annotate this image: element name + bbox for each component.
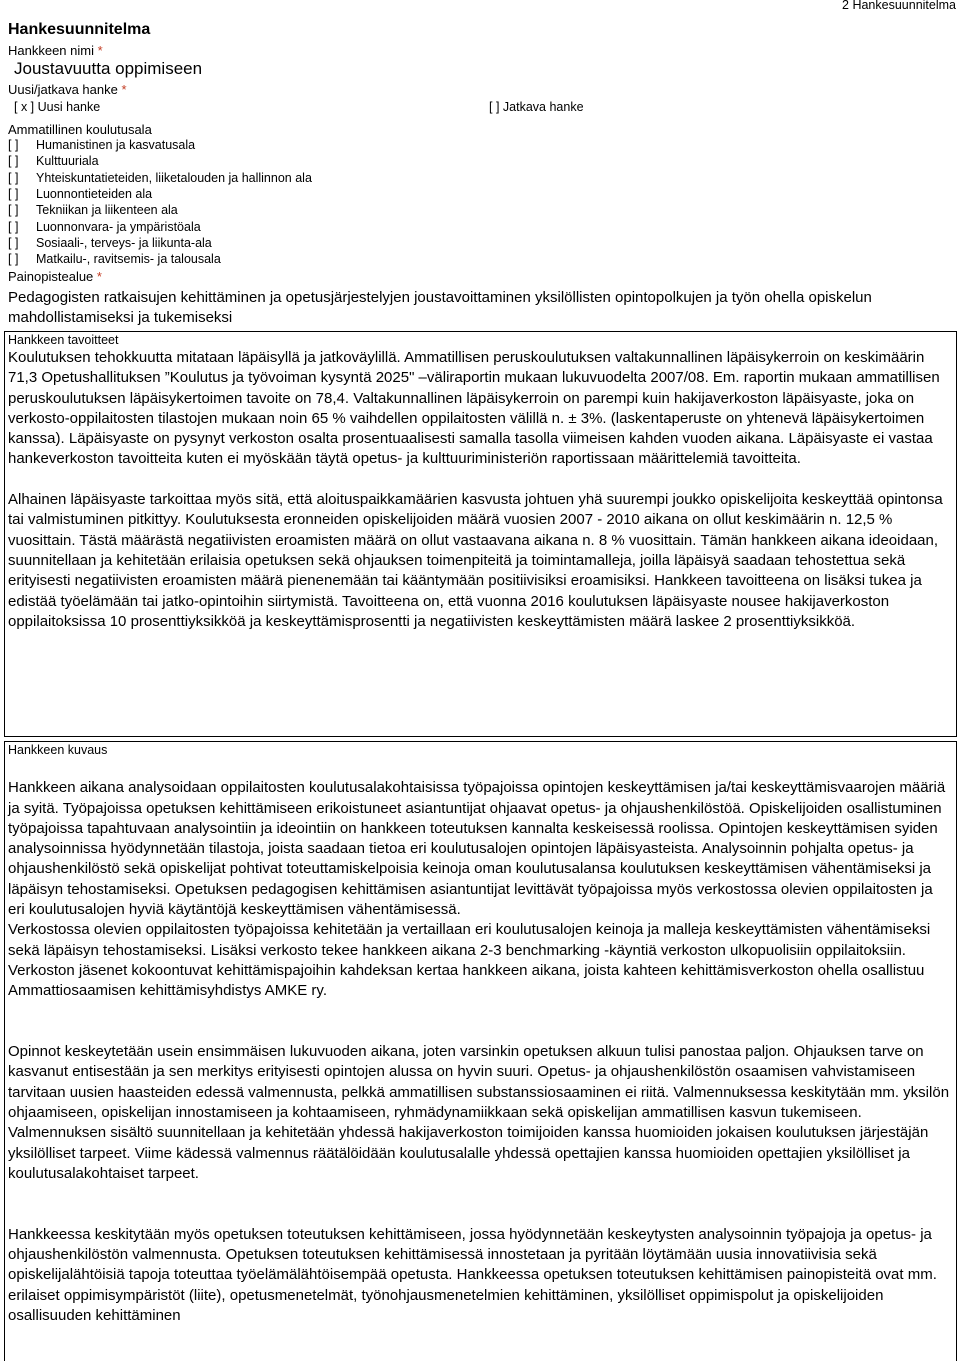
- document-title: Hankesuunnitelma: [8, 21, 151, 38]
- project-goals-label: Hankkeen tavoitteet: [8, 333, 119, 347]
- focus-area-label: Painopistealue *: [8, 269, 102, 284]
- paragraph: Hankkeen aikana analysoidaan oppilaitosten koulutusalakohtaisissa työpajoissa opintojen keskeyttämisen ja/tai keskeyttämisvaarojen määriä ja syitä. Työpajoissa opetuksen kehittämiseen erikoistuneet asiantuntijat ohjaavat opetus- ja ohjaushenkilöstöä. Opiskelijoiden osallistuminen työpajoissa tapahtuvaan analysointiin ja ideointiin on hankkeen toteutuksen kannalta keskeisessä roolissa. Opintojen keskeyttämisen syiden analysoinnissa hyödynnetään tilastoja, joista saadaan tietoa eri koulutusalojen opintojen läpäisyasteista. Analysoinnin pohjalta opetus- ja ohjaushenkilöstö sekä opiskelijat pohtivat toteuttamiskelpoisia keinoja oman koulutusalansa koulutuksen keskeyttämisen vähentämiseksi ja läpäisyn tehostamiseksi. Opetuksen pedagogisen kehittämisen asiantuntijat levittävät työpajoissa myös verkostossa olevien oppilaitosten ja eri koulutusalojen hyviä käytäntöjä keskeyttämisen vähentämisessä. Verkostossa olevien oppilaitosten työpajoissa kehitetään ja vertaillaan eri koulutusalojen keinoja ja malleja keskeyttämisten vähentämiseksi sekä läpäisyn tehostamiseksi. Lisäksi verkosto tekee hankkeen aikana 2-3 benchmarking -käyntiä verkoston ulkopuolisiin oppilaitoksiin. Verkoston jäsenet kokoontuvat kehittämispajoihin kahdeksan kertaa hankkeen aikana, joista kahteen kehittämisverkoston ohella osallistuu Ammattiosaamisen kehittämisyhdistys AMKE ry.: [8, 779, 946, 1000]
- field-option: [ ] Matkailu-, ravitsemis- ja talousala: [8, 252, 221, 266]
- new-continuing-label: Uusi/jatkava hanke *: [8, 82, 127, 97]
- field-option: [ ] Yhteiskuntatieteiden, liiketalouden ja hallinnon ala: [8, 171, 312, 185]
- required-mark: *: [96, 269, 102, 284]
- field-option: [ ] Kulttuuriala: [8, 154, 99, 168]
- paragraph: Opinnot keskeytetään usein ensimmäisen lukuvuoden aikana, joten varsinkin opetuksen alkuun tulisi panostaa paljon. Ohjauksen tarve on kasvanut entisestään ja sen merkitys erityisesti opintojen alussa on hyvin suuri. Opetus- ja ohjaushenkilöstön osaamisen vahvistamiseen tarvitaan uusien haasteiden edessä valmennusta, pelkkä ammatillisen substanssiosaaminen ei riitä. Valmennuksessa keskitytään mm. yksilön ohjaamiseen, opiskelijan innostamiseen ja kohtaamiseen, ryhmädynamiikkaan sekä opiskelijan ammatillisen kasvun tukemiseen. Valmennuksen sisältö suunnitellaan ja kehitetään yhdessä hakijaverkoston toimijoiden kanssa huomioiden jokaisen koulutuksen järjestäjän yksilölliset tarpeet. Viime kädessä valmennus räätälöidään koulutusalalle yhdessä opettajien kanssa huomioiden opettajien yksilölliset ja koulutusalakohtaiset tarpeet.: [8, 1043, 950, 1182]
- project-description-text: [8, 758, 950, 1347]
- project-goals-text: [8, 348, 950, 632]
- focus-area-value: Pedagogisten ratkaisujen kehittäminen ja opetusjärjestelyjen joustavoittaminen yksilöllisten opintopolkujen ja työn ohella opiskelun mahdollistamiseksi ja tukemiseksi: [8, 289, 872, 327]
- paragraph: Hankkeessa keskitytään myös opetuksen toteutuksen kehittämiseen, jossa hyödynnetään keskeytysten analysoinnin työpajoja ja opetus- ja ohjaushenkilöstön valmennusta. Opetuksen toteutuksen kehittämisessä innostetaan ja pyritään löytämään uusia innovatiivisia sekä opiskelijalähtöisiä tapoja toteuttaa työelämälähtöisempää opetusta. Hankkeessa opetuksen toteutuksen kehittämisen painopisteitä ovat mm. erilaiset oppimisympäristöt (liite), opetusmenetelmät, työnohjausmenetelmien kehittäminen, yksilölliset oppimispolut ja opiskelijoiden osallisuuden kehittäminen: [8, 1225, 937, 1325]
- paragraph: Koulutuksen tehokkuutta mitataan läpäisyllä ja jatkoväylillä. Ammatillisen peruskoulutuksen valtakunnallinen läpäisykerroin on keskimäärin 71,3 Opetushallituksen ”Koulutus ja työvoiman kysyntä 2025" –väliraportin mukaan lukuvuodelta 2007/08. Em. raportin mukaan ammatillisen peruskoulutuksen läpäisykertoimen tavoite on 78,4. Valtakunnallinen läpäisykerroin on parempi kuin hakijaverkoston läpäisyaste, joka on verkosto-oppilaitosten tilastojen mukaan noin 65 % vaihdellen oppilaitosten välillä n. ± 3%. (laskentaperuste on yhtenevä läpäisykertoimen kanssa). Läpäisyaste on pysynyt verkoston osalta prosentuaalisesti samalla tasolla viimeisen kahden vuoden aikana. Läpäisyaste ei vastaa hankeverkoston tavoitteita kuten ei myöskään täytä opetus- ja kulttuuriministeriön raportissaan määrittelemiä tavoitteita.: [8, 349, 940, 468]
- required-mark: *: [121, 82, 127, 97]
- project-name-value: Joustavuutta oppimiseen: [14, 59, 203, 78]
- field-option: [ ] Luonnontieteiden ala: [8, 187, 153, 201]
- field-of-education-label: Ammatillinen koulutusala: [8, 122, 152, 137]
- page-label: 2 Hankesuunnitelma: [842, 0, 956, 12]
- field-option: [ ] Humanistinen ja kasvatusala: [8, 138, 196, 152]
- project-goals-section: [4, 331, 957, 737]
- project-description-section: [4, 741, 957, 1361]
- field-option: [ ] Tekniikan ja liikenteen ala: [8, 203, 178, 217]
- field-option: [ ] Sosiaali-, terveys- ja liikunta-ala: [8, 236, 212, 250]
- option-new-project: [ x ] Uusi hanke: [14, 100, 101, 114]
- project-description-label: Hankkeen kuvaus: [8, 743, 108, 757]
- required-mark: *: [97, 43, 103, 58]
- field-option: [ ] Luonnonvara- ja ympäristöala: [8, 220, 201, 234]
- paragraph: Alhainen läpäisyaste tarkoittaa myös sitä, että aloituspaikkamäärien kasvusta johtuen yhä suurempi joukko opiskelijoita keskeyttää opintonsa tai valmistuminen pitkittyy. Koulutuksesta eronneiden opiskelijoiden määrä vuosien 2007 - 2010 aikana on ollut keskimäärin n. 12,5 % vuosittain. Tästä määrästä negatiivisten eroamisten määrä on ollut vastaavana aikana n. 8 % vuosittain. Tämän hankkeen aikana ideoidaan, suunnitellaan ja kehitetään erilaisia opetuksen sekä ohjauksen toimenpiteitä ja toimintamalleja, joilla läpäisyä saadaan tehostettua sekä erityisesti negatiivisten eroamisten määrä pienenemään tai kääntymään positiivisiksi eroamisiksi. Hankkeen tavoitteena on lisäksi tukea ja edistää työelämään tai jatko-opintoihin siirtymistä. Tavoitteena on, että vuonna 2016 koulutuksen läpäisyaste nousee hakijaverkoston oppilaitoksissa 10 prosenttiyksikköä ja keskeyttämisprosentti ja negatiivisten keskeyttämisten määrä laskee 2 prosenttiyksikköä.: [8, 491, 943, 630]
- project-name-label: Hankkeen nimi *: [8, 43, 103, 58]
- option-continuing-project: [ ] Jatkava hanke: [489, 100, 584, 114]
